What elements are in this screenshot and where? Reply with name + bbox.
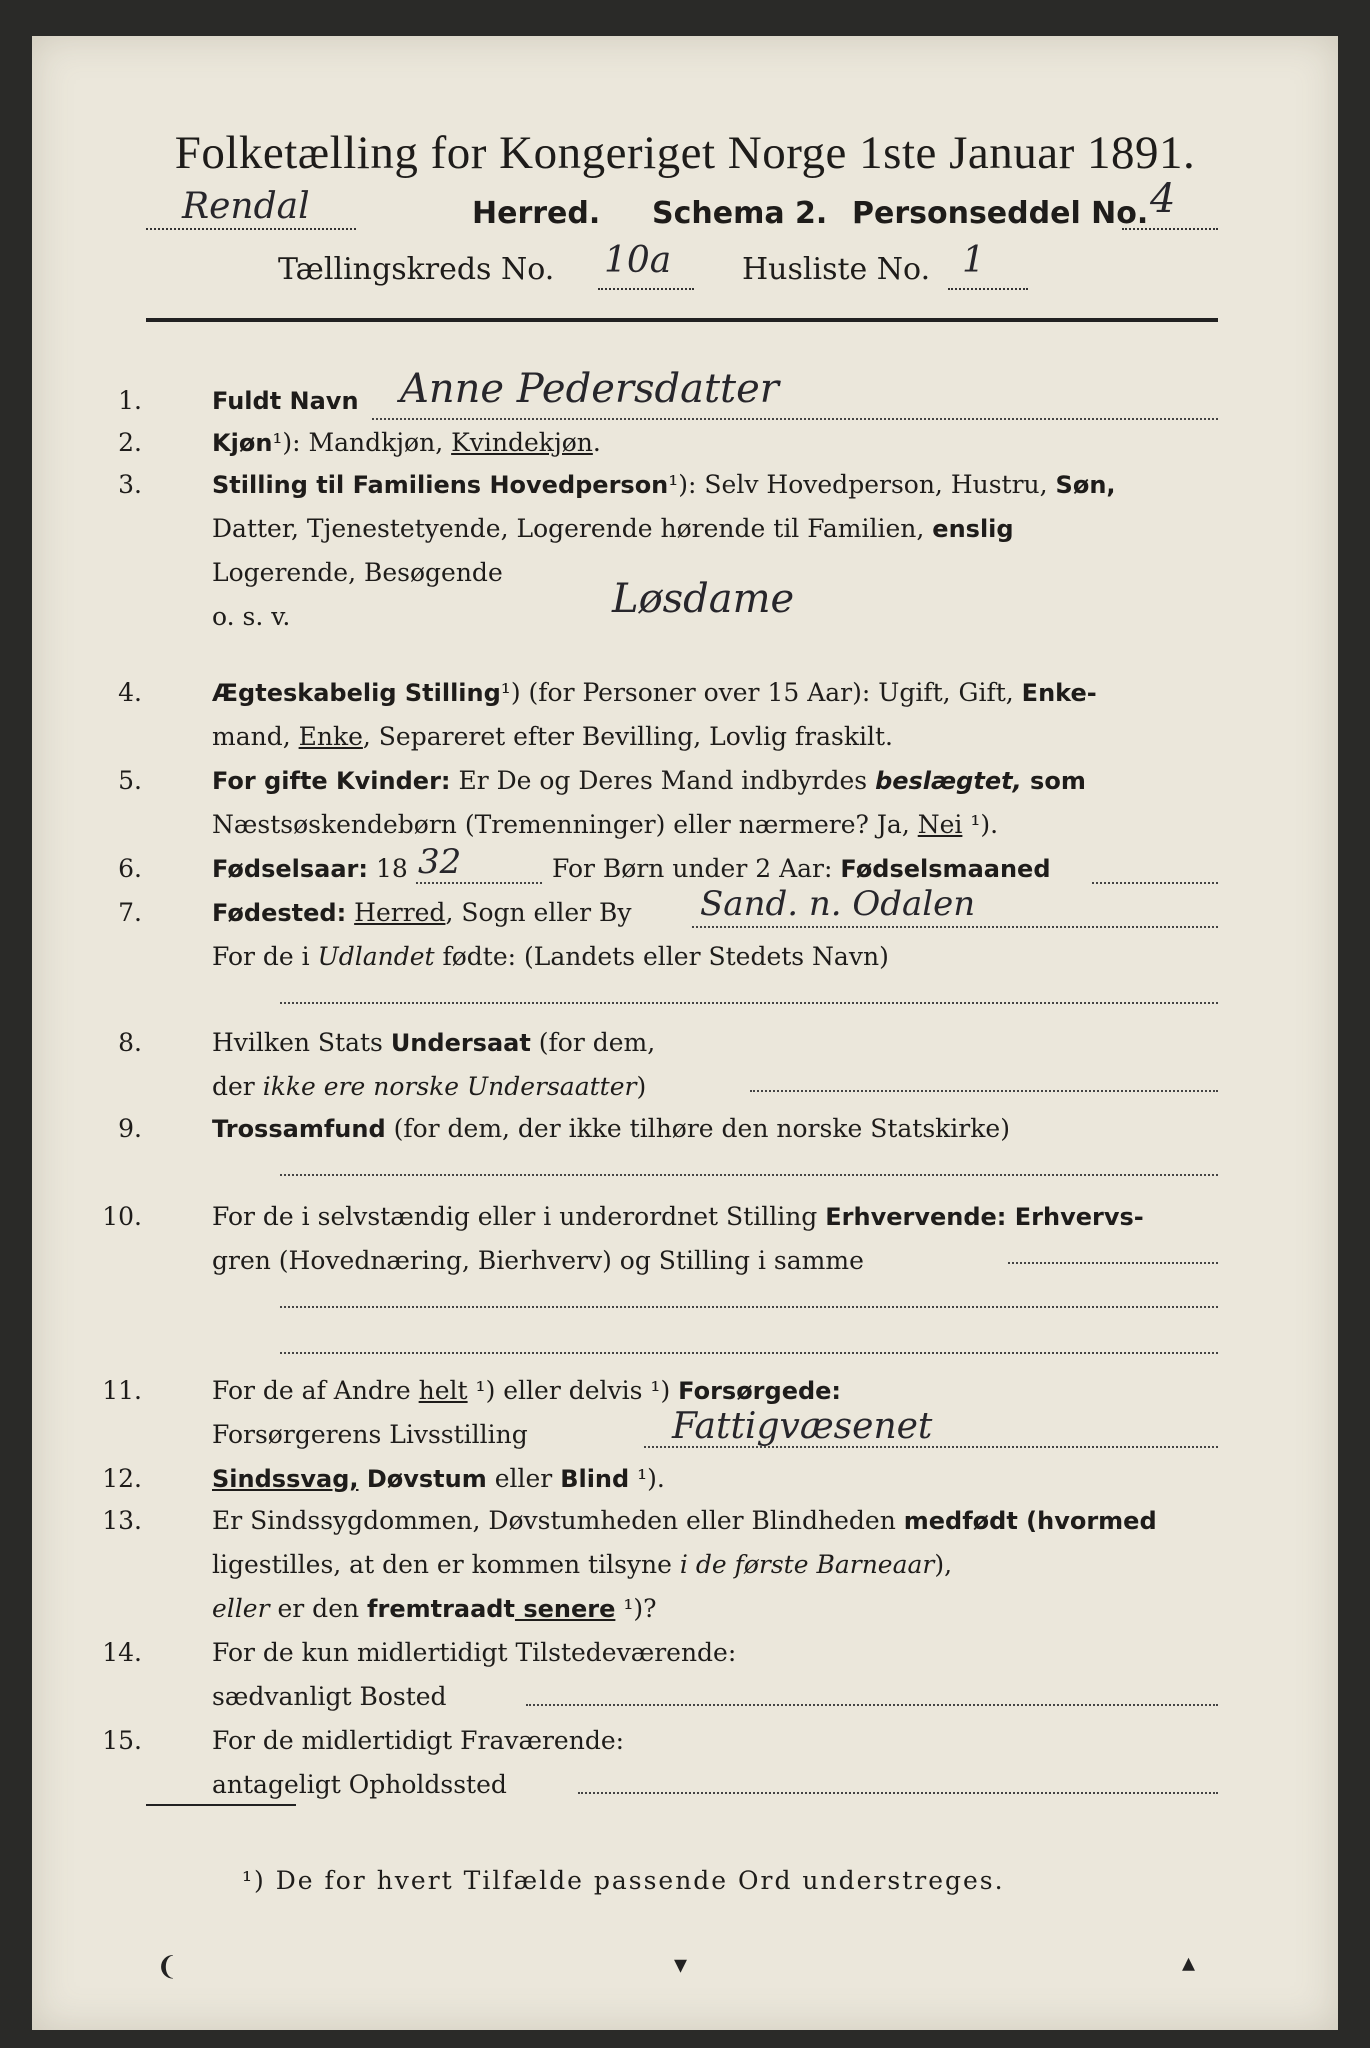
tellingskreds-fill-line: [598, 288, 694, 290]
schema-label: Schema 2.: [652, 196, 828, 231]
footnote: ¹) De for hvert Tilfælde passende Ord understreges.: [242, 1866, 1005, 1895]
question-label: Fuldt Navn: [212, 387, 359, 415]
q3-text1: ¹): Selv Hovedperson, Hustru,: [668, 470, 1056, 499]
q10-line1: [212, 1196, 1218, 1238]
husliste-fill-line: [948, 288, 1028, 290]
herred-handwritten: Rendal: [182, 186, 310, 227]
question-number: 10.: [102, 1202, 142, 1231]
q15-line2: antageligt Opholdssted: [212, 1770, 507, 1799]
q3-line1: [212, 464, 1218, 506]
q2-selected: Kvindekjøn: [451, 428, 593, 457]
question-number: 15.: [102, 1726, 142, 1755]
q8-text1a: Hvilken Stats: [212, 1028, 391, 1057]
q13-text3b: er den: [269, 1594, 368, 1623]
question-number: 8.: [118, 1028, 142, 1057]
q11-text1a: For de af Andre: [212, 1376, 419, 1405]
tellingskreds-label: Tællingskreds No.: [278, 252, 555, 287]
q5-selected: Nei: [917, 810, 963, 839]
q7-text2c: fødte: (Landets eller Stedets Navn): [434, 942, 889, 971]
q13-text3d: senere: [514, 1595, 616, 1623]
form-title: Folketælling for Kongeriget Norge 1ste Januar 1891.: [174, 127, 1196, 179]
q15-line1: For de midlertidigt Fraværende:: [212, 1726, 625, 1755]
q3-line3: Logerende, Besøgende: [212, 558, 503, 587]
birthplace-fill: [692, 926, 1218, 928]
q6-text2b: Fødselsmaaned: [840, 855, 1051, 883]
opholdssted-fill: [578, 1792, 1218, 1794]
q7-selected: Herred: [354, 898, 446, 927]
q11-label: Forsørgede:: [678, 1377, 842, 1405]
q7-line2: [212, 936, 1218, 978]
q13-text3c: fremtraadt: [367, 1595, 515, 1623]
q6-century: 18: [368, 854, 408, 883]
name-answer: Anne Pedersdatter: [400, 366, 779, 412]
erhverv-fill-2: [280, 1306, 1218, 1308]
q4-label: Ægteskabelig Stilling: [212, 679, 501, 707]
q13-text1a: Er Sindssygdommen, Døvstumheden eller Blindheden: [212, 1506, 904, 1535]
q12-selected: Sindssvag,: [212, 1465, 359, 1493]
q13-label: medfødt (hvormed: [903, 1507, 1157, 1535]
herred-label: Herred.: [472, 196, 601, 231]
q4-text1b: Enke-: [1021, 679, 1097, 707]
q4-text1: ¹) (for Personer over 15 Aar): Ugift, Gift,: [500, 678, 1022, 707]
q12-text-d: Blind: [560, 1465, 630, 1493]
q5-label: For gifte Kvinder:: [212, 767, 451, 795]
question-number: 11.: [102, 1376, 142, 1405]
q7-text2a: For de i: [212, 942, 318, 971]
personseddel-number: 4: [1150, 176, 1176, 222]
q3-line2: [212, 508, 1218, 550]
undersaat-fill: [750, 1090, 1218, 1092]
erhverv-fill-3: [280, 1352, 1218, 1354]
q10-text1c: Erhvervs-: [1006, 1203, 1144, 1231]
personseddel-fill-line: [1122, 228, 1218, 230]
q9-label: Trossamfund: [212, 1115, 386, 1143]
q3-text1b: Søn,: [1055, 471, 1116, 499]
q5-line2: [212, 804, 1218, 846]
q5-text2a: Næstsøskendebørn (Tremenninger) eller nærmere? Ja,: [212, 810, 918, 839]
q3-text2b: enslig: [932, 515, 1014, 543]
header-rule: [146, 318, 1218, 322]
census-form: [32, 36, 1338, 2030]
q2-end: .: [592, 428, 601, 457]
erhverv-fill-1: [1008, 1262, 1218, 1264]
q8-text2a: der: [212, 1072, 263, 1101]
question-number: 4.: [118, 678, 142, 707]
q7-text1c: , Sogn eller By: [445, 898, 632, 927]
q7-label: Fødested:: [212, 899, 347, 927]
q3-text2: Datter, Tjenestetyende, Logerende hørende til Familien,: [212, 514, 933, 543]
q9-line: [212, 1108, 1218, 1150]
q2-label: Kjøn: [212, 429, 273, 457]
question-number: 3.: [118, 470, 142, 499]
q10-line2: gren (Hovednæring, Bierhverv) og Stilling i samme: [212, 1246, 864, 1275]
center-mark: ▾: [674, 1950, 688, 1980]
birth-year-fill: [416, 882, 542, 884]
tellingskreds-number: 10a: [604, 240, 672, 281]
q6-label: Fødselsaar:: [212, 855, 368, 883]
footnote-rule: [146, 1804, 296, 1806]
q9-text: (for dem, der ikke tilhøre den norske Statskirke): [385, 1114, 1010, 1143]
corner-mark-right: ▴: [1182, 1948, 1196, 1978]
q14-line2: sædvanligt Bosted: [212, 1682, 447, 1711]
q11-text1c: ¹) eller delvis ¹): [467, 1376, 679, 1405]
question-text: [212, 422, 1218, 464]
q10-label: Erhvervende:: [825, 1203, 1007, 1231]
q4-selected: Enke: [298, 722, 363, 751]
q5-text1d: som: [1021, 767, 1086, 795]
q13-text2c: ),: [934, 1550, 953, 1579]
question-number: 13.: [102, 1506, 142, 1535]
q14-line1: For de kun midlertidigt Tilstedeværende:: [212, 1638, 737, 1667]
q5-line1: [212, 760, 1218, 802]
q8-line1: [212, 1022, 1218, 1064]
q11-selected: helt: [418, 1376, 468, 1405]
birth-year-answer: 32: [418, 842, 462, 882]
q8-label: Undersaat: [390, 1029, 531, 1057]
personseddel-label: Personseddel No.: [852, 196, 1149, 231]
birthplace-answer: Sand. n. Odalen: [700, 884, 976, 924]
corner-mark-left: ❨: [156, 1952, 178, 1982]
q4-text2a: mand,: [212, 722, 299, 751]
q10-text1a: For de i selvstændig eller i underordnet Stilling: [212, 1202, 826, 1231]
provider-answer: Fattigvæsenet: [672, 1406, 933, 1447]
q8-line2: [212, 1066, 1218, 1108]
stilling-answer: Løsdame: [612, 576, 795, 622]
q5-text1c: beslægtet,: [875, 767, 1022, 795]
q13-text3e: ¹)?: [615, 1594, 657, 1623]
q4-line1: [212, 672, 1218, 714]
question-number: 9.: [118, 1114, 142, 1143]
q7-text2b: Udlandet: [317, 942, 435, 971]
question-number: 7.: [118, 898, 142, 927]
q13-line3: [212, 1588, 1218, 1630]
q8-text1c: (for dem,: [530, 1028, 656, 1057]
q2-text: ¹): Mandkjøn,: [272, 428, 452, 457]
q13-line2: [212, 1544, 1218, 1586]
bosted-fill: [526, 1704, 1218, 1706]
herred-fill-line: [146, 228, 356, 230]
husliste-number: 1: [962, 240, 985, 281]
q12-text-e: ¹).: [629, 1464, 665, 1493]
q8-text2b: ikke ere norske Undersaatter: [262, 1072, 637, 1101]
q5-text1: Er De og Deres Mand indbyrdes: [450, 766, 876, 795]
provider-fill: [644, 1446, 1218, 1448]
q3-line4: o. s. v.: [212, 602, 291, 631]
q6-text2a: For Børn under 2 Aar:: [552, 854, 841, 883]
q5-text2c: ¹).: [962, 810, 999, 839]
q8-text2c: ): [636, 1072, 647, 1101]
husliste-label: Husliste No.: [742, 252, 931, 287]
question-number: 6.: [118, 854, 142, 883]
foreign-birthplace-fill: [280, 1002, 1218, 1004]
q12-text-c: eller: [486, 1464, 561, 1493]
q13-text2a: ligestilles, at den er kommen tilsyne: [212, 1550, 680, 1579]
trossamfund-fill: [280, 1174, 1218, 1176]
name-fill-line: [372, 418, 1218, 420]
q4-line2: [212, 716, 1218, 758]
q13-line1: [212, 1500, 1218, 1542]
q12-text-b: Døvstum: [358, 1465, 487, 1493]
q13-text2b: i de første Barneaar: [679, 1550, 935, 1579]
question-number: 14.: [102, 1638, 142, 1667]
q11-line2: Forsørgerens Livsstilling: [212, 1420, 528, 1449]
q13-text3a: eller: [212, 1594, 270, 1623]
question-number: 12.: [102, 1464, 142, 1493]
question-number: 2.: [118, 428, 142, 457]
question-number: 1.: [118, 386, 142, 415]
question-number: 5.: [118, 766, 142, 795]
q4-text2c: , Separeret efter Bevilling, Lovlig fraskilt.: [362, 722, 893, 751]
birth-month-fill: [1092, 882, 1218, 884]
q12-line: [212, 1458, 1218, 1500]
q3-label: Stilling til Familiens Hovedperson: [212, 471, 669, 499]
